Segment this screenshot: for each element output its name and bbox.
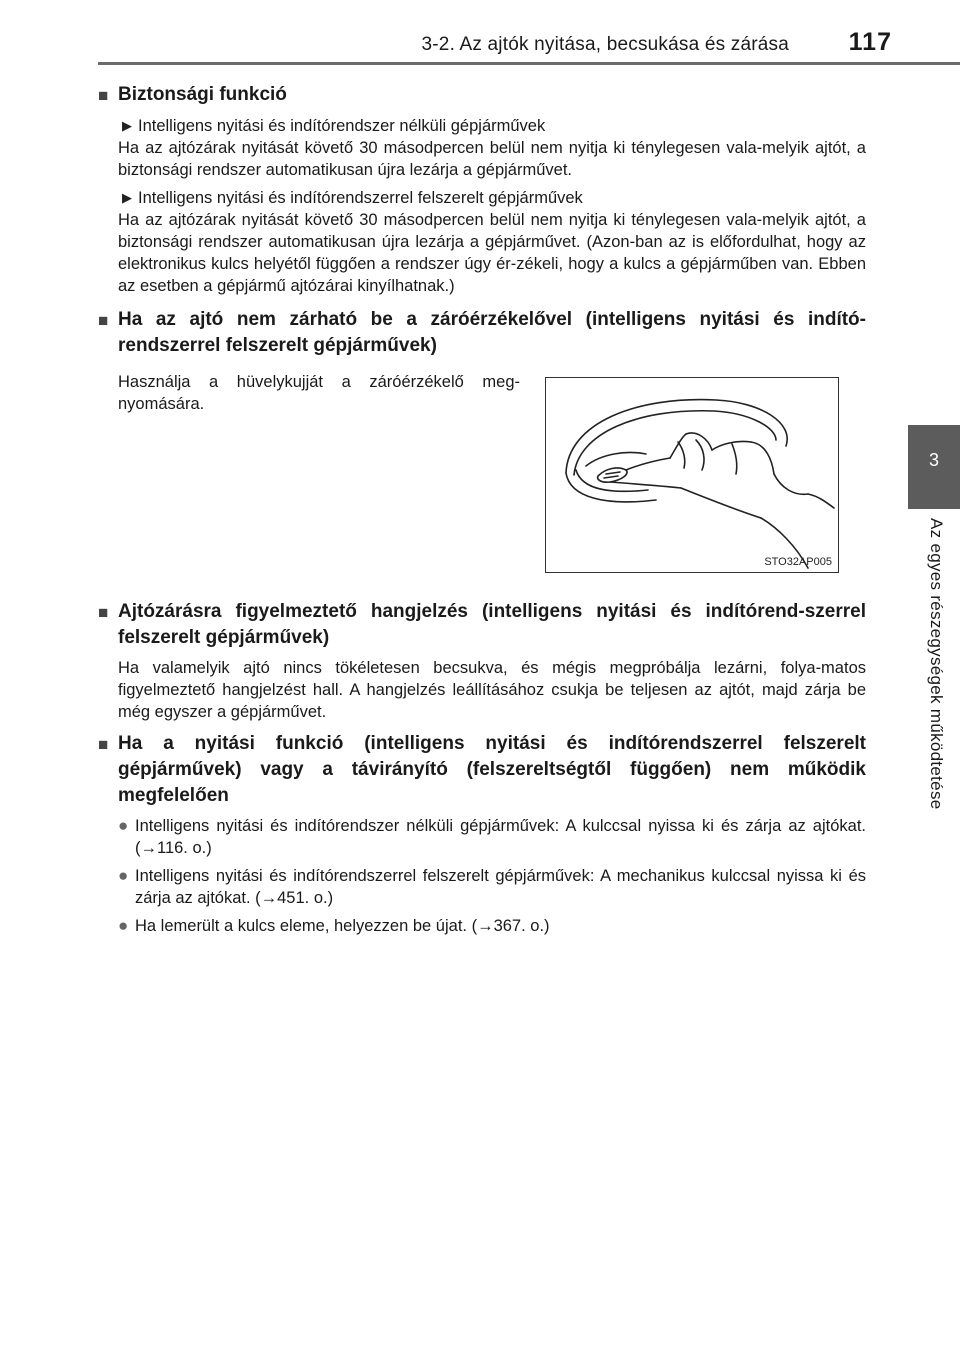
thumb-on-lock-sensor-drawing (546, 378, 838, 572)
triangle-right-icon: ▶ (122, 118, 132, 133)
square-bullet-icon: ■ (98, 603, 109, 622)
paragraph-smart-entry: Ha az ajtózárak nyitását követő 30 másodpercen belül nem nyitja ki ténylegesen vala-melyik ajtót, a biztonsági rendszer automatikusan újra lezárja a gépjárművet. (Azon-ban az is előfordulhat, hogy az elektronikus kulcs helyétől függően a rendszer úgy ér-zékeli, hogy a kulcs a gépjárműben van. Ebben az esetben a gépjármű ajtózárai kinyílhatnak.) (118, 211, 866, 295)
paragraph-door-lock-buzzer: Ha valamelyik ajtó nincs tökéletesen becsukva, és mégis megpróbálja lezárni, folya-matos figyelmeztető hangjelzést hall. A hangjelzés leállításához csukja be teljesen az ajtót, majd zárja be még egyszer a gépjárművet. (118, 659, 866, 721)
round-bullet-icon: ● (118, 916, 129, 935)
page-content (98, 76, 866, 937)
chapter-title: 3-2. Az ajtók nyitása, becsukása és zárása (421, 34, 789, 55)
subheading-text: Intelligens nyitási és indítórendszerrel felszerelt gépjárművek (138, 189, 583, 207)
list-item (118, 865, 866, 909)
list-item (118, 815, 866, 859)
section-heading-security (98, 82, 866, 109)
page-number: 117 (848, 28, 892, 56)
section-heading-door-lock-buzzer (98, 599, 866, 651)
chapter-tab (908, 425, 960, 509)
square-bullet-icon: ■ (98, 735, 109, 754)
subheading-text: Intelligens nyitási és indítórendszer nélküli gépjárművek (138, 117, 546, 135)
subheading-no-smart-entry (122, 115, 866, 137)
list-item-text: Intelligens nyitási és indítórendszer nélküli gépjárművek: A kulccsal nyissa ki és zárja az ajtókat. (→116. o.) (135, 817, 866, 857)
square-bullet-icon: ■ (98, 86, 109, 105)
page-header (98, 28, 894, 58)
round-bullet-icon: ● (118, 866, 129, 885)
chapter-tab-number: 3 (928, 450, 939, 470)
header-divider (98, 62, 960, 65)
figure-code: STO32AP005 (764, 556, 832, 568)
section-title: Ha az ajtó nem zárható be a záróérzékelővel (intelligens nyitási és indító-rendszerrel felszerelt gépjárművek) (118, 309, 866, 356)
section-title: Ha a nyitási funkció (intelligens nyitási és indítórendszerrel felszerelt gépjárművek) vagy a távirányító (felszereltségtől függően) nem működik megfelelően (118, 733, 866, 806)
paragraph-no-smart-entry: Ha az ajtózárak nyitását követő 30 másodpercen belül nem nyitja ki ténylegesen vala-melyik ajtót, a biztonsági rendszer automatikusan újra lezárja a gépjárművet. (118, 139, 866, 179)
section-title: Ajtózárásra figyelmeztető hangjelzés (intelligens nyitási és indítórend-szerrel felszerelt gépjárművek) (118, 601, 866, 648)
list-item-text: Intelligens nyitási és indítórendszerrel felszerelt gépjárművek: A mechanikus kulccsal nyissa ki és zárja az ajtókat. (→451. o.) (135, 867, 866, 907)
square-bullet-icon: ■ (98, 311, 109, 330)
section-title: Biztonsági funkció (118, 84, 287, 105)
list-item (118, 915, 866, 937)
figure-row (98, 371, 866, 593)
door-handle-illustration (545, 377, 839, 573)
section-heading-malfunction (98, 731, 866, 809)
chapter-tab-title: Az egyes részegységek működtetése (927, 518, 946, 810)
list-item-text: Ha lemerült a kulcs eleme, helyezzen be újat. (→367. o.) (135, 917, 550, 935)
paragraph-lock-sensor: Használja a hüvelykujját a záróérzékelő meg-nyomására. (118, 373, 520, 413)
triangle-right-icon: ▶ (122, 190, 132, 205)
subheading-smart-entry (122, 187, 866, 209)
round-bullet-icon: ● (118, 816, 129, 835)
section-heading-lock-sensor (98, 307, 866, 359)
